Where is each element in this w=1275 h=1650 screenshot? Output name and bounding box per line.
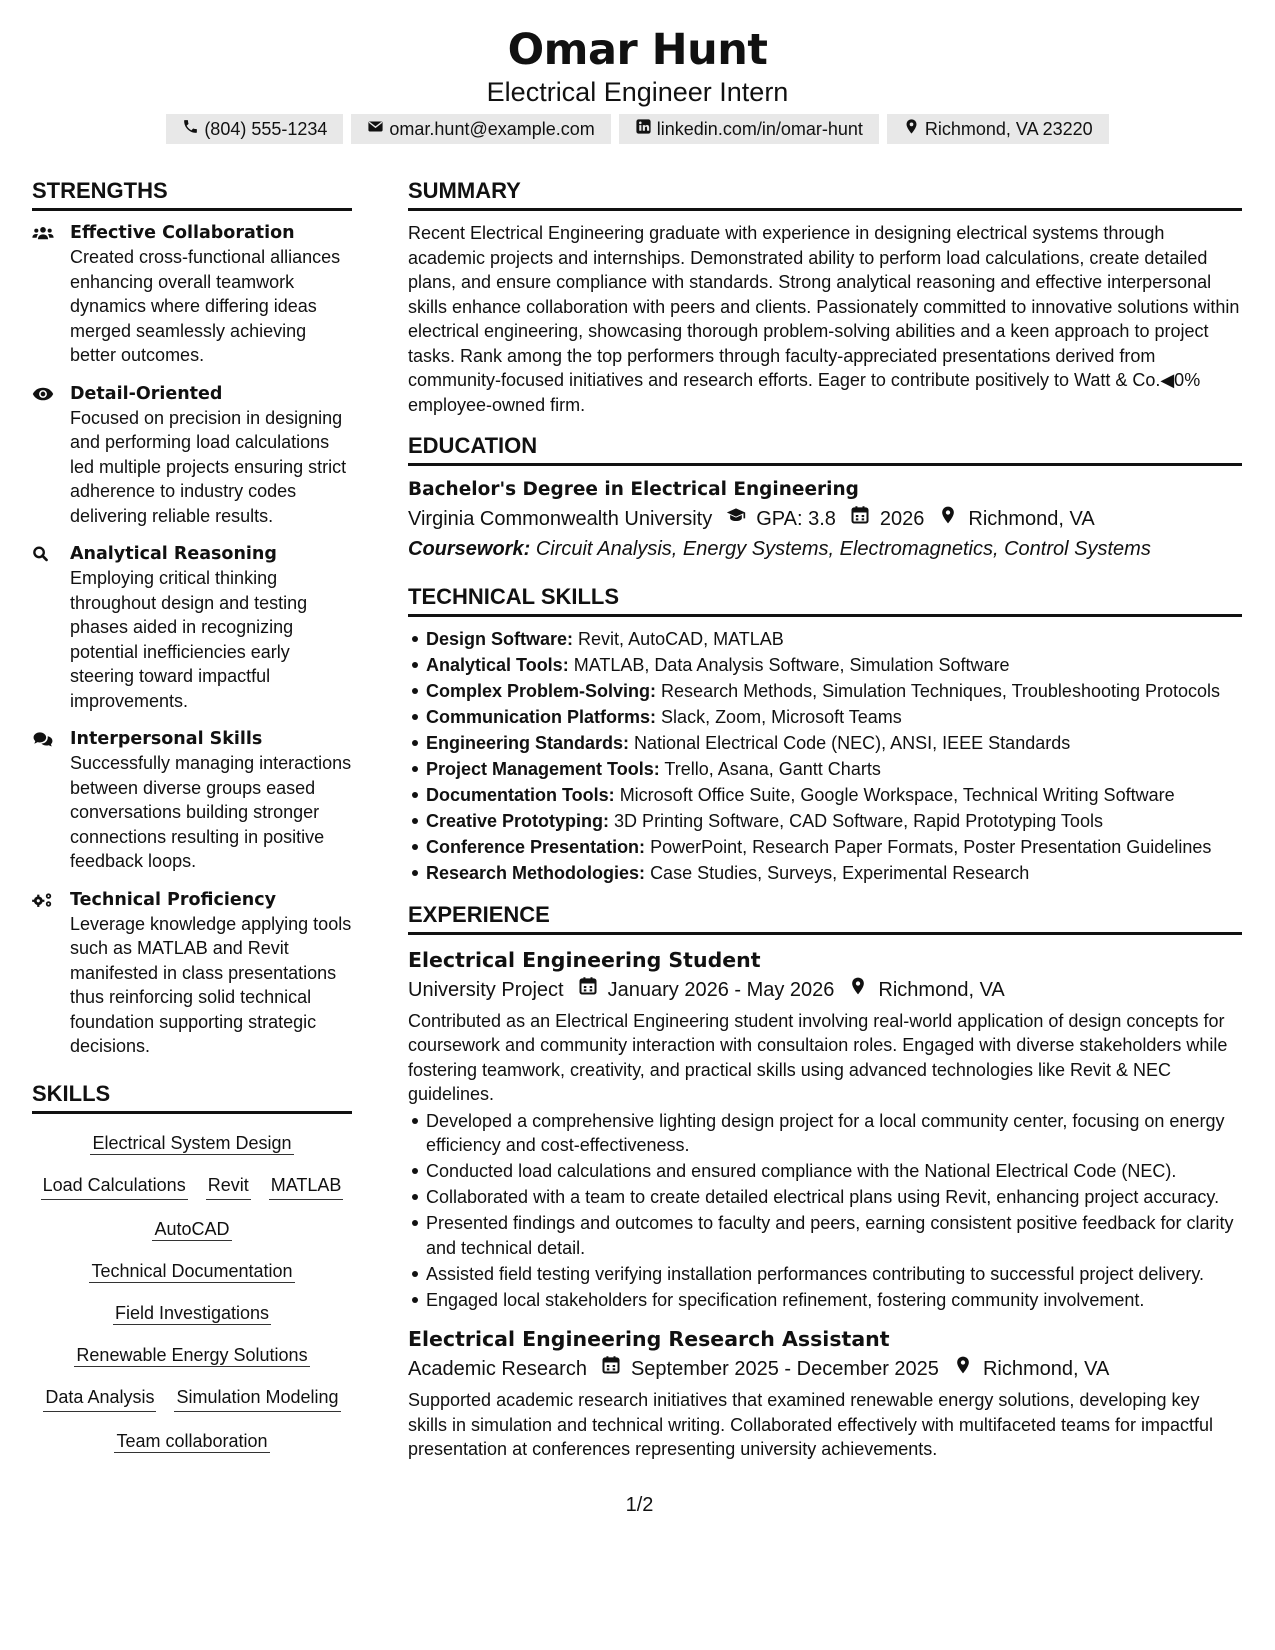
page-number: [0, 1494, 1275, 1517]
contact-location-text: Richmond, VA 23220: [924, 119, 1093, 139]
list-item: [426, 653, 1242, 678]
contact-bar: [0, 114, 1275, 144]
strength-description: Successfully managing interactions between diverse groups eased conversations building stronger connections resulting in positive feedback loops.: [70, 753, 352, 871]
job-org: Academic Research: [408, 1358, 587, 1380]
tech-skill-value: Revit, AutoCAD, MATLAB: [578, 629, 784, 649]
candidate-name: Omar Hunt: [507, 25, 768, 75]
skill-row-wrapper: [32, 1216, 352, 1242]
skill-row-wrapper: [32, 1130, 352, 1156]
job-meta: [408, 1354, 1242, 1384]
list-item: Assisted field testing verifying installation performances contributing to successful project delivery.: [426, 1262, 1242, 1287]
tech-skill-label: Communication Platforms:: [426, 707, 657, 727]
education-heading: EDUCATION: [408, 431, 1242, 466]
summary-text: Recent Electrical Engineering graduate with experience in designing electrical systems through academic projects and internships. Demonstrated ability to perform load calculations, create detailed plans, and ensure compliance with standards. Strong analytical reasoning and effective interpersonal skills enhance collaboration with peers and clients. Passionately committed to innovative solutions within electrical engineering, showcasing thorough problem-solving abilities and a keen approach to project tasks. Rank among the top performers through faculty-appreciated presentations derived from community-focused initiatives and research efforts. Eager to contribute positively to Watt & Co.◀0% employee-owned firm.: [408, 223, 1240, 415]
tech-skill-value: Research Methods, Simulation Techniques, Troubleshooting Protocols: [661, 681, 1221, 701]
tech-skill-value: MATLAB, Data Analysis Software, Simulation Software: [573, 655, 1010, 675]
job-dates: September 2025 - December 2025: [630, 1358, 939, 1380]
strength-description: Created cross-functional alliances enhancing overall teamwork dynamics where differing ideas merged seamlessly achieving better outcomes.: [70, 247, 341, 365]
linkedin-icon: [635, 116, 652, 142]
tech-skill-value: 3D Printing Software, CAD Software, Rapid Prototyping Tools: [614, 811, 1103, 831]
skill-tag: MATLAB: [269, 1172, 344, 1200]
list-item: [426, 731, 1242, 756]
technical-skills-list: [408, 627, 1242, 886]
list-item: [426, 705, 1242, 730]
search-icon: [32, 542, 70, 713]
strength-title: Analytical Reasoning: [70, 544, 277, 564]
skill-row-wrapper: [32, 1258, 352, 1284]
contact-linkedin[interactable]: [619, 114, 879, 144]
contact-phone[interactable]: [166, 114, 343, 144]
tech-skill-label: Conference Presentation:: [426, 837, 646, 857]
right-column: [408, 176, 1242, 1472]
left-column: [32, 176, 352, 1470]
map-pin-icon: [834, 975, 878, 1005]
skill-tag: Renewable Energy Solutions: [76, 1344, 308, 1365]
skill-tag: Data Analysis: [43, 1384, 156, 1412]
contact-phone-text: (804) 555-1234: [204, 119, 328, 139]
strength-description: Focused on precision in designing and performing load calculations led multiple projects ensuring strict adherence to industry codes delivering reliable results.: [70, 407, 347, 526]
technical-skills-heading: TECHNICAL SKILLS: [408, 582, 1242, 617]
eye-icon: [32, 382, 70, 529]
education-school: Virginia Commonwealth University: [408, 508, 713, 530]
job-meta: [408, 975, 1242, 1005]
map-pin-icon: [924, 504, 968, 534]
tech-skill-label: Complex Problem-Solving:: [426, 681, 657, 701]
tech-skill-value: PowerPoint, Research Paper Formats, Poster Presentation Guidelines: [650, 837, 1212, 857]
skill-tag: Team collaboration: [116, 1430, 268, 1451]
map-pin-icon: [939, 1354, 983, 1384]
skill-tag: Revit: [206, 1172, 251, 1200]
strength-item: [32, 221, 352, 368]
calendar-icon: [836, 504, 880, 534]
tech-skill-label: Project Management Tools:: [426, 759, 660, 779]
strength-title: Technical Proficiency: [70, 889, 276, 910]
phone-icon: [182, 116, 199, 142]
page-number-text: 1/2: [625, 1494, 654, 1516]
strength-title: Effective Collaboration: [70, 223, 295, 243]
list-item: Collaborated with a team to create detailed electrical plans using Revit, enhancing project accuracy.: [426, 1185, 1242, 1210]
strength-item: [32, 888, 352, 1059]
job-description: Contributed as an Electrical Engineering student involving real-world application of design concepts for coursework and community interaction with consultaion roles. Engaged with diverse stakeholders while fostering teamwork, creativity, and practical skills using advanced technologies like Revit & NEC guidelines.: [408, 1010, 1228, 1104]
skill-tag: Electrical System Design: [92, 1132, 292, 1153]
strength-description: Leverage knowledge applying tools such as MATLAB and Revit manifested in class presentations thus reinforcing solid technical foundation supporting strategic decisions.: [70, 913, 352, 1056]
strength-item: [32, 542, 352, 713]
job-dates: January 2026 - May 2026: [607, 978, 835, 1001]
strength-title: Interpersonal Skills: [70, 729, 263, 749]
tech-skill-value: Case Studies, Surveys, Experimental Research: [650, 863, 1030, 883]
resume-header: [0, 0, 1275, 144]
list-item: Presented findings and outcomes to faculty and peers, earning consistent positive feedback for clarity and technical detail.: [426, 1211, 1242, 1260]
summary-heading: SUMMARY: [408, 176, 1242, 211]
strength-item: [32, 382, 352, 529]
strength-description: Employing critical thinking throughout design and testing phases aided in recognizing potential inefficiencies early steering toward impactful improvements.: [70, 568, 308, 711]
job-location: Richmond, VA: [878, 978, 1005, 1001]
tech-skill-label: Analytical Tools:: [426, 655, 569, 675]
list-item: [426, 627, 1242, 652]
tech-skill-label: Documentation Tools:: [426, 785, 615, 805]
skill-row-wrapper: [32, 1342, 352, 1368]
tech-skill-label: Engineering Standards:: [426, 733, 630, 753]
calendar-icon: [564, 975, 608, 1005]
strength-title: Detail-Oriented: [70, 383, 223, 404]
skills-list: [32, 1124, 352, 1470]
list-item: [426, 679, 1242, 704]
education-year: 2026: [879, 508, 925, 530]
contact-location: [887, 114, 1109, 144]
candidate-title: Electrical Engineer Intern: [486, 77, 789, 107]
skill-row-wrapper: [32, 1300, 352, 1326]
contact-linkedin-text: linkedin.com/in/omar-hunt: [656, 119, 863, 139]
tech-skill-value: National Electrical Code (NEC), ANSI, IEEE Standards: [634, 733, 1071, 753]
tech-skill-label: Design Software:: [426, 629, 574, 649]
job-bullets: [408, 1109, 1242, 1313]
users-icon: [32, 221, 70, 368]
list-item: Conducted load calculations and ensured compliance with the National Electrical Code (NEC).: [426, 1159, 1242, 1184]
list-item: Engaged local stakeholders for specification refinement, fostering community involvement.: [426, 1288, 1242, 1313]
tech-skill-label: Creative Prototyping:: [426, 811, 610, 831]
education-gpa: GPA: 3.8: [756, 508, 836, 530]
education-location: Richmond, VA: [968, 508, 1095, 530]
list-item: [426, 783, 1242, 808]
skill-row-wrapper: [32, 1428, 352, 1454]
skill-tag: Technical Documentation: [91, 1260, 293, 1281]
skill-tag: Load Calculations: [41, 1172, 188, 1200]
tech-skill-value: Microsoft Office Suite, Google Workspace, Technical Writing Software: [619, 785, 1175, 805]
list-item: [426, 861, 1242, 886]
coursework-list: Circuit Analysis, Energy Systems, Electromagnetics, Control Systems: [535, 538, 1151, 560]
strength-item: [32, 727, 352, 874]
job-location: Richmond, VA: [982, 1358, 1110, 1380]
calendar-icon: [587, 1354, 631, 1384]
skill-tag: AutoCAD: [154, 1218, 230, 1239]
graduation-cap-icon: [712, 504, 756, 534]
skill-tag: Simulation Modeling: [174, 1384, 340, 1412]
contact-email[interactable]: [351, 114, 610, 144]
tech-skill-label: Research Methodologies:: [426, 863, 646, 883]
list-item: [426, 809, 1242, 834]
map-pin-icon: [903, 116, 920, 142]
job-org: University Project: [408, 978, 564, 1001]
comments-icon: [32, 727, 70, 874]
skill-tag: Field Investigations: [114, 1302, 270, 1323]
coursework-label: Coursework:: [408, 538, 531, 560]
gears-icon: [32, 888, 70, 1059]
tech-skill-value: Trello, Asana, Gantt Charts: [664, 759, 881, 779]
list-item: [426, 835, 1242, 860]
envelope-icon: [367, 116, 384, 142]
job-title: Electrical Engineering Research Assistant: [408, 1327, 890, 1351]
education-coursework: [408, 534, 1242, 564]
tech-skill-value: Slack, Zoom, Microsoft Teams: [661, 707, 902, 727]
skills-heading: SKILLS: [32, 1079, 352, 1114]
strengths-heading: STRENGTHS: [32, 176, 352, 211]
job-title: Electrical Engineering Student: [408, 947, 761, 972]
contact-email-text: omar.hunt@example.com: [389, 119, 595, 139]
list-item: [426, 757, 1242, 782]
education-meta: [408, 504, 1242, 534]
job-description: Supported academic research initiatives that examined renewable energy solutions, developing key skills in simulation and technical writing. Collaborated effectively with multifaceted teams for impactful presentation at conferences representing university achievements.: [408, 1390, 1214, 1459]
education-degree: Bachelor's Degree in Electrical Engineering: [408, 479, 859, 500]
list-item: Developed a comprehensive lighting design project for a local community center, focusing on energy efficiency and cost-effectiveness.: [426, 1109, 1242, 1158]
experience-heading: EXPERIENCE: [408, 900, 1242, 935]
